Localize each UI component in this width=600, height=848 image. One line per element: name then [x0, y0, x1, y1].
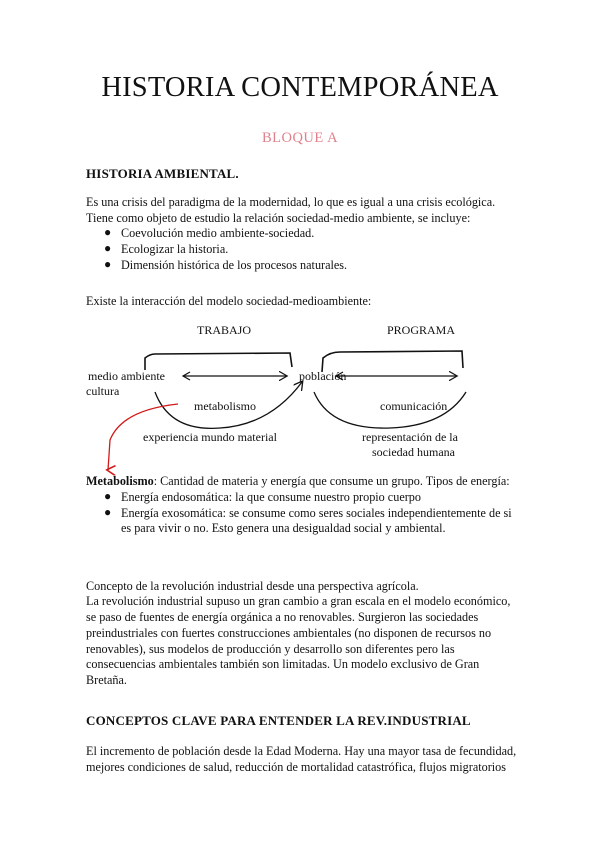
diagram-label-experiencia: experiencia mundo material	[143, 430, 277, 444]
paragraph-line: se paso de fuentes de energía orgánica a no renovables. Surgieron las sociedades	[86, 610, 479, 624]
paragraph-line: consecuencias ambientales también son limitadas. Un modelo exclusivo de Gran	[86, 657, 480, 671]
bullet-dot-icon: ●	[104, 241, 112, 255]
diagram-label-trabajo: TRABAJO	[197, 323, 252, 337]
section-heading-historia-ambiental: HISTORIA AMBIENTAL.	[86, 166, 239, 181]
document-title: HISTORIA CONTEMPORÁNEA	[101, 72, 499, 103]
metabolismo-term: Metabolismo	[86, 474, 154, 488]
block-subtitle: BLOQUE A	[261, 130, 339, 146]
bullet-dot-icon: ●	[104, 225, 112, 239]
metabolismo-definition	[86, 474, 510, 490]
list-item: Energía exosomática: se consume como seres sociales independientemente de si	[121, 506, 512, 520]
list-item: Energía endosomática: la que consume nuestro propio cuerpo	[121, 490, 421, 504]
paragraph-line: El incremento de población desde la Edad Moderna. Hay una mayor tasa de fecundidad,	[86, 744, 517, 758]
diagram-label-medio-ambiente: medio ambiente	[88, 369, 165, 383]
paragraph-line: Bretaña.	[86, 673, 127, 687]
diagram-label-sociedad-humana: sociedad humana	[372, 445, 455, 459]
diagram-label-metabolismo: metabolismo	[194, 399, 256, 413]
paragraph-line: Es una crisis del paradigma de la modernidad, lo que es igual a una crisis ecológica.	[86, 195, 496, 209]
paragraph-line: mejores condiciones de salud, reducción de mortalidad catastrófica, flujos migratorios	[86, 760, 506, 774]
diagram-label-programa: PROGRAMA	[387, 323, 456, 337]
diagram-label-representacion: representación de la	[362, 430, 458, 444]
diagram-label-cultura: cultura	[86, 384, 120, 398]
paragraph-line: La revolución industrial supuso un gran cambio a gran escala en el modelo económico,	[86, 594, 511, 608]
section-heading-conceptos-clave: CONCEPTOS CLAVE PARA ENTENDER LA REV.INDUSTRIAL	[86, 713, 471, 728]
list-item: Coevolución medio ambiente-sociedad.	[121, 226, 315, 240]
metabolismo-definition-text: : Cantidad de materia y energía que consume un grupo. Tipos de energía:	[153, 474, 510, 488]
bullet-dot-icon: ●	[104, 505, 112, 519]
paragraph-line: Concepto de la revolución industrial desde una perspectiva agrícola.	[86, 579, 419, 593]
trabajo-bracket	[145, 353, 292, 370]
list-item-continuation: es para vivir o no. Esto genera una desigualdad social y ambiental.	[121, 521, 446, 535]
paragraph-line: preindustriales con fuertes construcciones ambientales (no disponen de recursos no	[86, 626, 492, 640]
paragraph-line: Tiene como objeto de estudio la relación sociedad-medio ambiente, se incluye:	[86, 211, 471, 225]
diagram-label-comunicacion: comunicación	[380, 399, 448, 413]
bullet-dot-icon: ●	[104, 257, 112, 271]
paragraph-line: renovables), sus modelos de producción y desarrollo son diferentes pero las	[86, 642, 455, 656]
list-item: Dimensión histórica de los procesos naturales.	[121, 258, 348, 272]
list-item: Ecologizar la historia.	[121, 242, 229, 256]
diagram-intro: Existe la interacción del modelo sociedad-medioambiente:	[86, 294, 372, 308]
diagram-label-poblacion: población	[299, 369, 347, 383]
bullet-dot-icon: ●	[104, 489, 112, 503]
